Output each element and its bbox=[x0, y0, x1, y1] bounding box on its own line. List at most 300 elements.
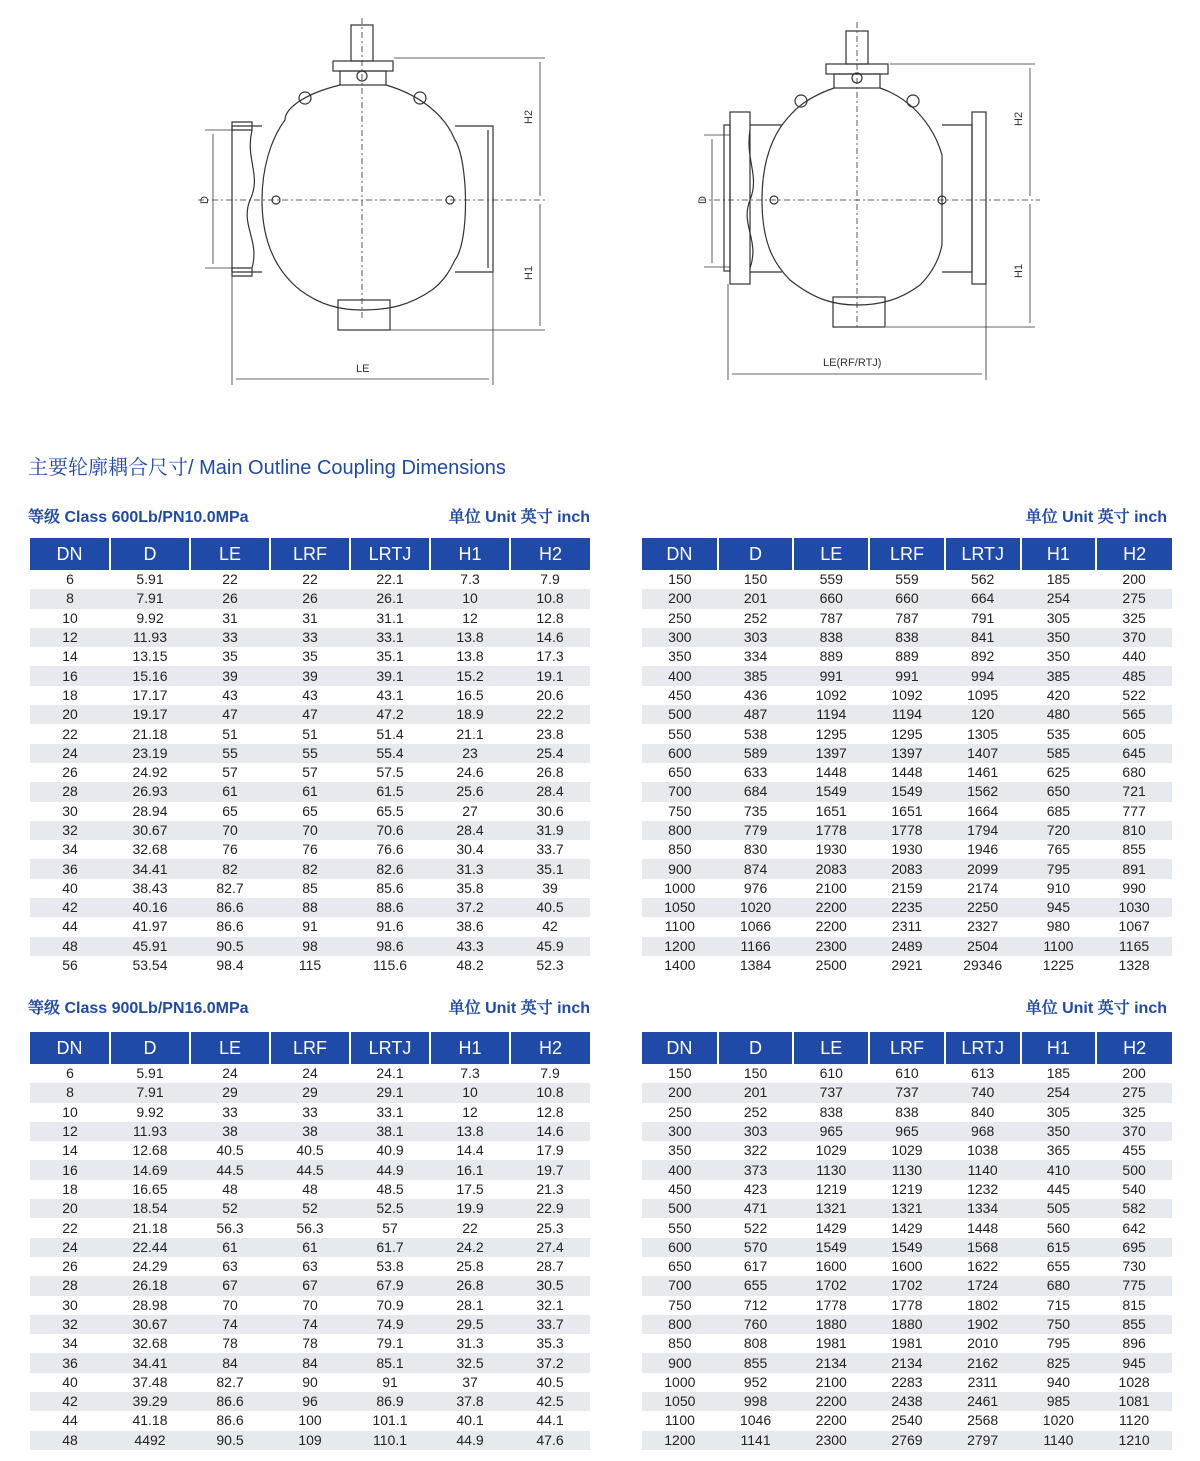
table-cell: 24 bbox=[190, 1064, 270, 1083]
table-cell: 1981 bbox=[869, 1334, 945, 1353]
table-cell: 98 bbox=[270, 937, 350, 956]
table-cell: 471 bbox=[718, 1199, 794, 1218]
table-cell: 200 bbox=[642, 1083, 718, 1102]
table-cell: 6 bbox=[30, 1064, 110, 1083]
table-cell: 44 bbox=[30, 917, 110, 936]
table-cell: 38 bbox=[190, 1122, 270, 1141]
table-cell: 6 bbox=[30, 570, 110, 589]
table-cell: 26 bbox=[270, 589, 350, 608]
table-cell: 23.8 bbox=[510, 724, 590, 743]
table-cell: 1141 bbox=[718, 1431, 794, 1450]
column-header: D bbox=[718, 1032, 794, 1064]
table-row bbox=[642, 1411, 1172, 1430]
table-cell: 7.9 bbox=[510, 570, 590, 589]
table-cell: 47 bbox=[190, 705, 270, 724]
table-cell: 33.7 bbox=[510, 840, 590, 859]
table-cell: 9.92 bbox=[110, 609, 190, 628]
table-row bbox=[30, 666, 590, 685]
column-header: H2 bbox=[1096, 1032, 1172, 1064]
table-cell: 1029 bbox=[869, 1141, 945, 1160]
table-cell: 660 bbox=[869, 589, 945, 608]
table-cell: 1194 bbox=[869, 705, 945, 724]
unit-label-600-left: 单位 Unit 英寸 inch bbox=[448, 509, 590, 526]
table-cell: 721 bbox=[1096, 782, 1172, 801]
table-cell: 1295 bbox=[869, 724, 945, 743]
table-cell: 56 bbox=[30, 956, 110, 975]
table-cell: 61 bbox=[190, 782, 270, 801]
table-cell: 14.69 bbox=[110, 1160, 190, 1179]
table-cell: 28.4 bbox=[510, 782, 590, 801]
table-cell: 33.1 bbox=[350, 628, 430, 647]
right-h1-label: H1 bbox=[1013, 263, 1025, 278]
table-cell: 2327 bbox=[945, 917, 1021, 936]
table-cell: 1400 bbox=[642, 956, 718, 975]
table-cell: 791 bbox=[945, 609, 1021, 628]
table-cell: 115 bbox=[270, 956, 350, 975]
table-cell: 26.18 bbox=[110, 1276, 190, 1295]
table-cell: 1020 bbox=[1021, 1411, 1097, 1430]
table-cell: 42.5 bbox=[510, 1392, 590, 1411]
table-cell: 8 bbox=[30, 1083, 110, 1102]
table-cell: 830 bbox=[718, 840, 794, 859]
table-cell: 2283 bbox=[869, 1373, 945, 1392]
table-cell: 40.9 bbox=[350, 1141, 430, 1160]
table-row bbox=[642, 1180, 1172, 1199]
table-cell: 32.68 bbox=[110, 840, 190, 859]
table-cell: 14.4 bbox=[430, 1141, 510, 1160]
table-cell: 76 bbox=[270, 840, 350, 859]
table-cell: 254 bbox=[1021, 589, 1097, 608]
table-cell: 86.6 bbox=[190, 1392, 270, 1411]
table-cell: 650 bbox=[1021, 782, 1097, 801]
table-cell: 838 bbox=[793, 1103, 869, 1122]
table-cell: 680 bbox=[1096, 763, 1172, 782]
table-cell: 1334 bbox=[945, 1199, 1021, 1218]
table-row bbox=[642, 666, 1172, 685]
table-cell: 12.8 bbox=[510, 609, 590, 628]
table-cell: 22 bbox=[30, 724, 110, 743]
table-cell: 70.6 bbox=[350, 821, 430, 840]
table-cell: 617 bbox=[718, 1257, 794, 1276]
table-cell: 39.1 bbox=[350, 666, 430, 685]
table-cell: 200 bbox=[1096, 570, 1172, 589]
table-cell: 730 bbox=[1096, 1257, 1172, 1276]
table-cell: 70 bbox=[270, 821, 350, 840]
table-cell: 44.5 bbox=[190, 1160, 270, 1179]
table-cell: 2099 bbox=[945, 859, 1021, 878]
table-row bbox=[30, 1373, 590, 1392]
table-cell: 22 bbox=[30, 1218, 110, 1237]
table-cell: 24.6 bbox=[430, 763, 510, 782]
table-cell: 795 bbox=[1021, 1334, 1097, 1353]
table-row bbox=[642, 1083, 1172, 1102]
table-cell: 86.6 bbox=[190, 917, 270, 936]
table-cell: 16.5 bbox=[430, 686, 510, 705]
table-cell: 1384 bbox=[718, 956, 794, 975]
column-header: H1 bbox=[1021, 538, 1097, 570]
table-cell: 1000 bbox=[642, 879, 718, 898]
table-cell: 61 bbox=[270, 1238, 350, 1257]
table-row bbox=[642, 589, 1172, 608]
table-cell: 44.9 bbox=[430, 1431, 510, 1450]
table-row bbox=[30, 686, 590, 705]
table-row bbox=[30, 1431, 590, 1450]
table-cell: 976 bbox=[718, 879, 794, 898]
table-cell: 650 bbox=[642, 1257, 718, 1276]
table-cell: 37 bbox=[430, 1373, 510, 1392]
table-cell: 684 bbox=[718, 782, 794, 801]
table-600-inch bbox=[30, 538, 590, 975]
table-cell: 2134 bbox=[869, 1353, 945, 1372]
table-row bbox=[30, 1160, 590, 1179]
table-cell: 16.65 bbox=[110, 1180, 190, 1199]
table-cell: 88.6 bbox=[350, 898, 430, 917]
table-cell: 26 bbox=[30, 763, 110, 782]
table-cell: 300 bbox=[642, 1122, 718, 1141]
table-cell: 1702 bbox=[869, 1276, 945, 1295]
table-row bbox=[642, 1257, 1172, 1276]
table-cell: 940 bbox=[1021, 1373, 1097, 1392]
table-cell: 150 bbox=[642, 570, 718, 589]
table-row bbox=[30, 647, 590, 666]
table-cell: 52 bbox=[190, 1199, 270, 1218]
table-cell: 1778 bbox=[869, 821, 945, 840]
table-cell: 74 bbox=[190, 1315, 270, 1334]
table-cell: 4492 bbox=[110, 1431, 190, 1450]
table-cell: 14 bbox=[30, 647, 110, 666]
table-cell: 500 bbox=[642, 705, 718, 724]
table-cell: 28 bbox=[30, 782, 110, 801]
table-cell: 1778 bbox=[793, 1296, 869, 1315]
table-cell: 1448 bbox=[945, 1218, 1021, 1237]
table-cell: 41.18 bbox=[110, 1411, 190, 1430]
table-cell: 720 bbox=[1021, 821, 1097, 840]
table-cell: 1902 bbox=[945, 1315, 1021, 1334]
table-cell: 777 bbox=[1096, 802, 1172, 821]
table-cell: 600 bbox=[642, 744, 718, 763]
table-cell: 13.15 bbox=[110, 647, 190, 666]
table-row bbox=[642, 647, 1172, 666]
table-cell: 51.4 bbox=[350, 724, 430, 743]
table-cell: 14 bbox=[30, 1141, 110, 1160]
table-cell: 21.18 bbox=[110, 724, 190, 743]
table-cell: 1429 bbox=[869, 1218, 945, 1237]
table-cell: 715 bbox=[1021, 1296, 1097, 1315]
table-cell: 1600 bbox=[869, 1257, 945, 1276]
table-cell: 1724 bbox=[945, 1276, 1021, 1295]
table-cell: 84 bbox=[270, 1353, 350, 1372]
table-row bbox=[30, 917, 590, 936]
table-cell: 38.43 bbox=[110, 879, 190, 898]
table-cell: 838 bbox=[869, 1103, 945, 1122]
table-cell: 633 bbox=[718, 763, 794, 782]
table-cell: 16.1 bbox=[430, 1160, 510, 1179]
table-cell: 17.5 bbox=[430, 1180, 510, 1199]
table-cell: 500 bbox=[642, 1199, 718, 1218]
table-cell: 1568 bbox=[945, 1238, 1021, 1257]
table-cell: 1100 bbox=[642, 917, 718, 936]
table-cell: 53.8 bbox=[350, 1257, 430, 1276]
table-cell: 889 bbox=[869, 647, 945, 666]
column-header: H1 bbox=[1021, 1032, 1097, 1064]
table-cell: 90.5 bbox=[190, 1431, 270, 1450]
table-cell: 420 bbox=[1021, 686, 1097, 705]
table-cell: 874 bbox=[718, 859, 794, 878]
table-cell: 79.1 bbox=[350, 1334, 430, 1353]
table-cell: 737 bbox=[869, 1083, 945, 1102]
table-cell: 373 bbox=[718, 1160, 794, 1179]
table-cell: 16 bbox=[30, 666, 110, 685]
table-cell: 680 bbox=[1021, 1276, 1097, 1295]
table-cell: 43.3 bbox=[430, 937, 510, 956]
table-cell: 200 bbox=[642, 589, 718, 608]
left-le-label: LE bbox=[356, 363, 370, 375]
table-cell: 400 bbox=[642, 1160, 718, 1179]
table-row bbox=[30, 1315, 590, 1334]
column-header: LRF bbox=[270, 538, 350, 570]
right-d-label: D bbox=[697, 196, 709, 204]
table-cell: 12 bbox=[430, 1103, 510, 1122]
table-cell: 40.5 bbox=[510, 898, 590, 917]
table-cell: 21.3 bbox=[510, 1180, 590, 1199]
table-cell: 712 bbox=[718, 1296, 794, 1315]
table-cell: 90 bbox=[270, 1373, 350, 1392]
table-cell: 25.6 bbox=[430, 782, 510, 801]
table-cell: 55 bbox=[270, 744, 350, 763]
table-cell: 85 bbox=[270, 879, 350, 898]
table-cell: 33 bbox=[190, 628, 270, 647]
table-row bbox=[642, 1122, 1172, 1141]
table-cell: 2438 bbox=[869, 1392, 945, 1411]
table-cell: 480 bbox=[1021, 705, 1097, 724]
column-header: D bbox=[110, 1032, 190, 1064]
table-cell: 65 bbox=[270, 802, 350, 821]
table-cell: 985 bbox=[1021, 1392, 1097, 1411]
table-cell: 1651 bbox=[869, 802, 945, 821]
table-cell: 43.1 bbox=[350, 686, 430, 705]
table-cell: 65.5 bbox=[350, 802, 430, 821]
table-cell: 82.7 bbox=[190, 1373, 270, 1392]
table-cell: 120 bbox=[945, 705, 1021, 724]
table-cell: 33.7 bbox=[510, 1315, 590, 1334]
table-cell: 9.92 bbox=[110, 1103, 190, 1122]
table-cell: 48 bbox=[190, 1180, 270, 1199]
table-cell: 1880 bbox=[869, 1315, 945, 1334]
table-row bbox=[642, 782, 1172, 801]
table-cell: 2568 bbox=[945, 1411, 1021, 1430]
table-cell: 1100 bbox=[642, 1411, 718, 1430]
table-cell: 585 bbox=[1021, 744, 1097, 763]
table-cell: 1067 bbox=[1096, 917, 1172, 936]
table-cell: 275 bbox=[1096, 1083, 1172, 1102]
table-cell: 810 bbox=[1096, 821, 1172, 840]
table-cell: 2174 bbox=[945, 879, 1021, 898]
table-cell: 815 bbox=[1096, 1296, 1172, 1315]
table-row bbox=[30, 1180, 590, 1199]
table-cell: 21.18 bbox=[110, 1218, 190, 1237]
table-cell: 1030 bbox=[1096, 898, 1172, 917]
left-h1-label: H1 bbox=[523, 265, 535, 280]
table-cell: 47 bbox=[270, 705, 350, 724]
table-cell: 31.1 bbox=[350, 609, 430, 628]
table-cell: 86.6 bbox=[190, 898, 270, 917]
table-cell: 31.3 bbox=[430, 859, 510, 878]
table-row bbox=[30, 1257, 590, 1276]
table-cell: 91 bbox=[350, 1373, 430, 1392]
table-cell: 1651 bbox=[793, 802, 869, 821]
table-cell: 47.2 bbox=[350, 705, 430, 724]
table-cell: 31.9 bbox=[510, 821, 590, 840]
table-cell: 61 bbox=[190, 1238, 270, 1257]
table-cell: 850 bbox=[642, 1334, 718, 1353]
table-cell: 615 bbox=[1021, 1238, 1097, 1257]
table-cell: 660 bbox=[793, 589, 869, 608]
table-cell: 10 bbox=[430, 1083, 510, 1102]
table-cell: 22 bbox=[270, 570, 350, 589]
table-cell: 48.2 bbox=[430, 956, 510, 975]
table-cell: 98.6 bbox=[350, 937, 430, 956]
table-cell: 896 bbox=[1096, 1334, 1172, 1353]
table-row bbox=[30, 840, 590, 859]
table-cell: 2100 bbox=[793, 879, 869, 898]
table-cell: 1140 bbox=[945, 1160, 1021, 1179]
table-cell: 30.6 bbox=[510, 802, 590, 821]
table-cell: 34.41 bbox=[110, 859, 190, 878]
table-cell: 70 bbox=[190, 821, 270, 840]
table-cell: 2500 bbox=[793, 956, 869, 975]
table-cell: 22.9 bbox=[510, 1199, 590, 1218]
table-cell: 18 bbox=[30, 1180, 110, 1199]
table-cell: 1092 bbox=[869, 686, 945, 705]
table-cell: 1200 bbox=[642, 1431, 718, 1450]
table-cell: 21.1 bbox=[430, 724, 510, 743]
table-cell: 455 bbox=[1096, 1141, 1172, 1160]
table-cell: 538 bbox=[718, 724, 794, 743]
table-cell: 2200 bbox=[793, 1411, 869, 1430]
table-cell: 650 bbox=[642, 763, 718, 782]
table-cell: 43 bbox=[190, 686, 270, 705]
table-cell: 19.17 bbox=[110, 705, 190, 724]
flanged-valve-drawing bbox=[700, 22, 1040, 380]
table-cell: 485 bbox=[1096, 666, 1172, 685]
table-cell: 795 bbox=[1021, 859, 1097, 878]
table-cell: 998 bbox=[718, 1392, 794, 1411]
table-cell: 85.1 bbox=[350, 1353, 430, 1372]
table-cell: 55.4 bbox=[350, 744, 430, 763]
table-row bbox=[30, 782, 590, 801]
table-cell: 1120 bbox=[1096, 1411, 1172, 1430]
table-cell: 505 bbox=[1021, 1199, 1097, 1218]
table-cell: 39 bbox=[190, 666, 270, 685]
section-title: 主要轮廓耦合尺寸/ Main Outline Coupling Dimensions bbox=[28, 457, 506, 479]
table-cell: 350 bbox=[1021, 647, 1097, 666]
table-cell: 1549 bbox=[793, 782, 869, 801]
table-cell: 61 bbox=[270, 782, 350, 801]
table-cell: 42 bbox=[30, 898, 110, 917]
table-cell: 500 bbox=[1096, 1160, 1172, 1179]
table-row bbox=[30, 570, 590, 589]
table-cell: 1194 bbox=[793, 705, 869, 724]
column-header: LRF bbox=[869, 1032, 945, 1064]
valve-drawings bbox=[0, 0, 1200, 430]
table-cell: 52.5 bbox=[350, 1199, 430, 1218]
table-cell: 25.3 bbox=[510, 1218, 590, 1237]
table-cell: 610 bbox=[793, 1064, 869, 1083]
table-cell: 19.1 bbox=[510, 666, 590, 685]
table-cell: 370 bbox=[1096, 628, 1172, 647]
column-header: LRTJ bbox=[945, 1032, 1021, 1064]
table-cell: 82.7 bbox=[190, 879, 270, 898]
table-cell: 1448 bbox=[869, 763, 945, 782]
table-cell: 26.8 bbox=[430, 1276, 510, 1295]
table-cell: 910 bbox=[1021, 879, 1097, 898]
table-cell: 10.8 bbox=[510, 589, 590, 608]
table-cell: 1000 bbox=[642, 1373, 718, 1392]
table-cell: 84 bbox=[190, 1353, 270, 1372]
column-header: DN bbox=[30, 538, 110, 570]
table-cell: 1549 bbox=[793, 1238, 869, 1257]
table-cell: 13.8 bbox=[430, 628, 510, 647]
table-cell: 31.3 bbox=[430, 1334, 510, 1353]
column-header: LRF bbox=[270, 1032, 350, 1064]
table-cell: 150 bbox=[718, 570, 794, 589]
table-cell: 808 bbox=[718, 1334, 794, 1353]
table-header-row bbox=[642, 1032, 1172, 1064]
table-cell: 78 bbox=[270, 1334, 350, 1353]
table-cell: 2489 bbox=[869, 937, 945, 956]
table-cell: 28 bbox=[30, 1276, 110, 1295]
table-cell: 891 bbox=[1096, 859, 1172, 878]
table-cell: 23 bbox=[430, 744, 510, 763]
table-cell: 28.4 bbox=[430, 821, 510, 840]
table-cell: 7.3 bbox=[430, 570, 510, 589]
table-cell: 33.1 bbox=[350, 1103, 430, 1122]
table-cell: 1140 bbox=[1021, 1431, 1097, 1450]
table-cell: 252 bbox=[718, 1103, 794, 1122]
table-cell: 350 bbox=[642, 647, 718, 666]
table-900-mm bbox=[642, 1032, 1172, 1450]
table-cell: 39 bbox=[270, 666, 350, 685]
table-cell: 26 bbox=[190, 589, 270, 608]
table-cell: 582 bbox=[1096, 1199, 1172, 1218]
table-cell: 30 bbox=[30, 802, 110, 821]
table-cell: 26.1 bbox=[350, 589, 430, 608]
table-cell: 540 bbox=[1096, 1180, 1172, 1199]
table-cell: 51 bbox=[190, 724, 270, 743]
table-cell: 57 bbox=[270, 763, 350, 782]
table-cell: 450 bbox=[642, 686, 718, 705]
table-cell: 20 bbox=[30, 705, 110, 724]
column-header: D bbox=[718, 538, 794, 570]
table-cell: 750 bbox=[642, 1296, 718, 1315]
table-row bbox=[642, 937, 1172, 956]
table-cell: 35 bbox=[190, 647, 270, 666]
table-cell: 48 bbox=[30, 937, 110, 956]
table-cell: 40.1 bbox=[430, 1411, 510, 1430]
table-cell: 32.5 bbox=[430, 1353, 510, 1372]
table-cell: 787 bbox=[793, 609, 869, 628]
table-cell: 34 bbox=[30, 840, 110, 859]
table-cell: 2311 bbox=[869, 917, 945, 936]
table-cell: 2200 bbox=[793, 1392, 869, 1411]
table-cell: 30.67 bbox=[110, 821, 190, 840]
table-cell: 14.6 bbox=[510, 1122, 590, 1141]
table-row bbox=[30, 744, 590, 763]
table-cell: 1130 bbox=[869, 1160, 945, 1179]
table-cell: 19.9 bbox=[430, 1199, 510, 1218]
table-cell: 98.4 bbox=[190, 956, 270, 975]
table-cell: 65 bbox=[190, 802, 270, 821]
